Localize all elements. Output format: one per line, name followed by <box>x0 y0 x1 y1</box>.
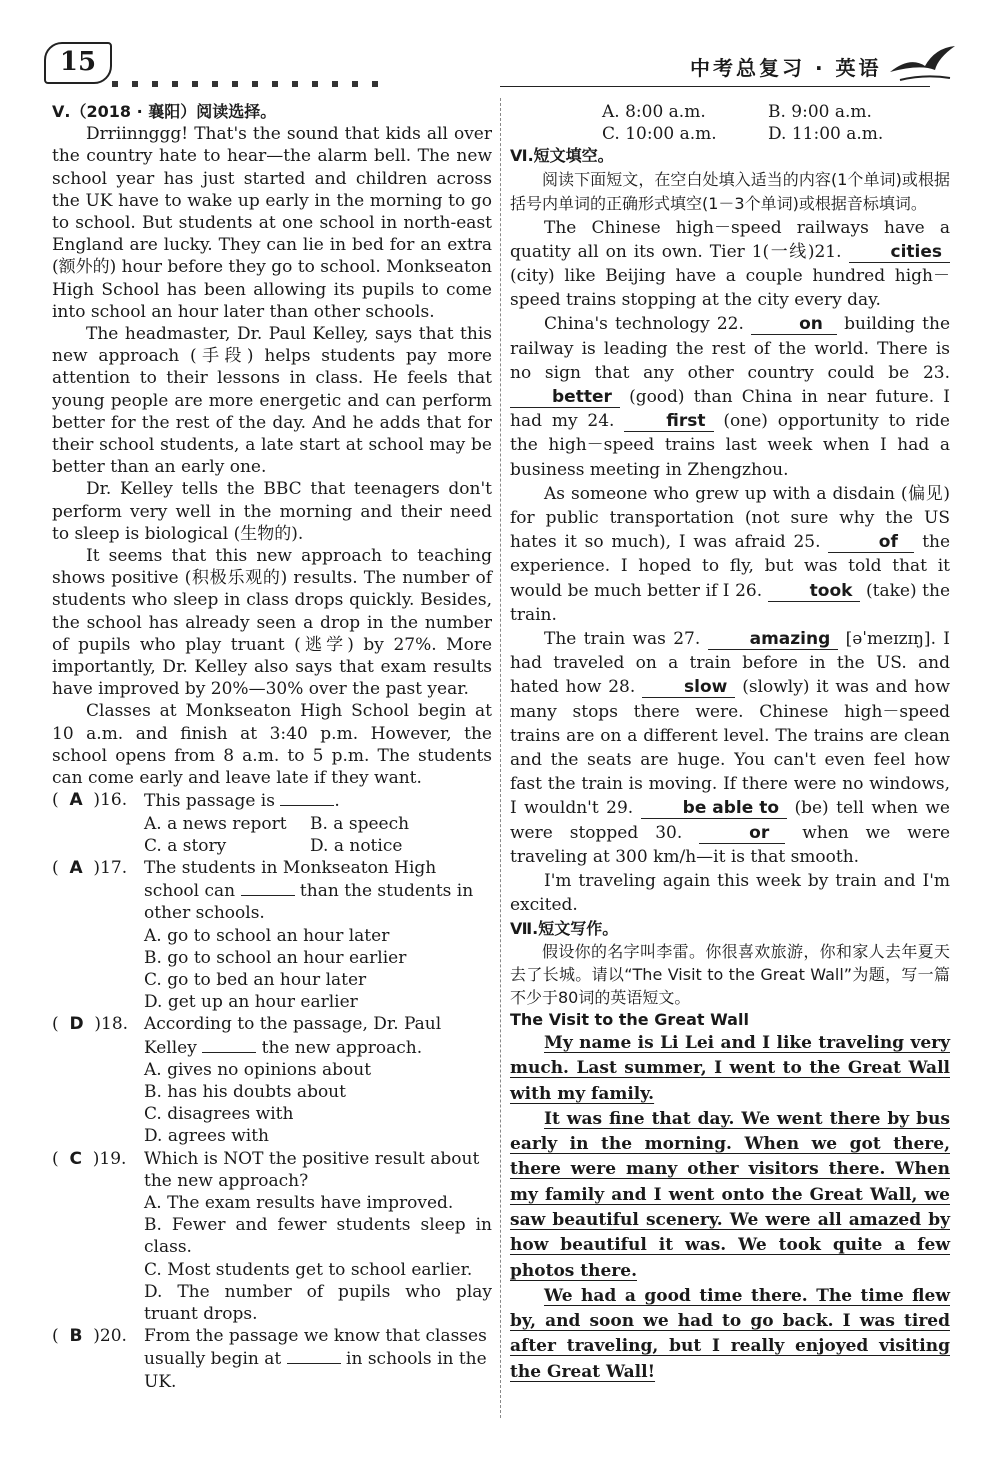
blank-26[interactable]: took <box>768 581 861 602</box>
cloze-paragraph <box>510 627 950 869</box>
answer-bracket: ( C )19. <box>52 1148 127 1169</box>
question-number: 18. <box>101 1014 129 1035</box>
question-20 <box>52 1325 492 1393</box>
section-6-instruction: 阅读下面短文，在空白处填入适当的内容(1个单词)或根据括号内单词的正确形式填空(1－3个单词)或根据音标填词。 <box>510 169 950 213</box>
question-stem: According to the passage, Dr. Paul Kelley <box>144 1014 442 1058</box>
left-column <box>52 101 492 1393</box>
blank-29[interactable]: be able to <box>641 798 787 819</box>
passage-paragraph: The headmaster, Dr. Paul Kelley, says that this new approach (手段) helps students pay more attention to their lessons in class. He feels that young people are more energetic and can perform better for the rest of the day. And he adds that for their school students, a late start at school may be better than an early one. <box>52 324 492 478</box>
options-row <box>52 813 492 835</box>
options-row <box>510 123 950 145</box>
right-column <box>510 101 950 1385</box>
question-stem-end: in schools in the UK. <box>144 1349 487 1392</box>
cloze-text: (good) than China in near future. I had my 24. <box>510 387 950 432</box>
question-stem: Which is NOT the positive result about the new approach? <box>144 1148 480 1191</box>
header-rule <box>500 86 930 87</box>
decorative-dots <box>112 72 492 82</box>
option: B. a speech <box>310 813 410 834</box>
answer-bracket: ( A )16. <box>52 790 128 811</box>
option: B. has his doubts about <box>144 1081 346 1102</box>
answer-bracket: ( D )18. <box>52 1014 129 1035</box>
blank-30[interactable]: or <box>699 823 785 844</box>
question-number: 17. <box>100 857 128 878</box>
question-stem-end: than the students in other schools. <box>144 881 474 924</box>
answer-blank[interactable] <box>280 789 334 806</box>
answer-bracket: ( B )20. <box>52 1326 127 1347</box>
options-row <box>510 101 950 123</box>
option: C. 10:00 a.m. <box>602 124 717 145</box>
question-stem-end: . <box>334 791 340 812</box>
section-6-title: Ⅵ.短文填空。 <box>510 146 614 166</box>
options-row <box>52 835 492 857</box>
passage-paragraph: Classes at Monkseaton High School begin at 10 a.m. and finish at 3:40 p.m. However, the school opens from 8 a.m. to 5 p.m. The students can come early and leave late if they want. <box>52 701 492 789</box>
option: A. gives no opinions about <box>144 1059 372 1080</box>
question-stem: From the passage we know that classes usually begin at <box>144 1326 487 1370</box>
cloze-text: the experience. I hoped to fly, but was told that it would be much better if I 26. <box>510 532 951 601</box>
option: A. 8:00 a.m. <box>602 102 706 122</box>
answer-blank[interactable] <box>241 879 295 896</box>
option: D. 11:00 a.m. <box>768 124 884 145</box>
section-5-title: Ⅴ.（2018 · 襄阳）阅读选择。 <box>52 102 277 121</box>
page-header <box>0 0 1000 98</box>
cloze-text: (one) opportunity to ride the high－speed trains last week when I had a business meeting in Zhengzhou. <box>510 411 950 480</box>
essay <box>510 1031 950 1385</box>
blank-28[interactable]: slow <box>642 677 735 698</box>
option: B. 9:00 a.m. <box>768 102 872 122</box>
blank-27[interactable]: amazing <box>708 629 839 650</box>
option: D. agrees with <box>144 1126 269 1147</box>
question-number: 19. <box>99 1148 127 1169</box>
cloze-text: The train was 27. <box>544 629 701 650</box>
section-7-title: Ⅶ.短文写作。 <box>510 918 619 938</box>
bird-icon <box>880 36 960 82</box>
essay-text: We had a good time there. The time flew by, and soon we had to go back. I was tired after traveling, but I really enjoyed visiting the Great Wall! <box>510 1285 950 1382</box>
essay-paragraph <box>510 1107 950 1284</box>
cloze-text: (take) the train. <box>510 580 951 625</box>
cloze-text: The Chinese high－speed railways have a quatity all on its own. Tier 1(一线)21. <box>510 217 950 262</box>
question-16 <box>52 789 492 812</box>
column-divider <box>500 98 501 1418</box>
cloze-text: (slowly) it was and how many stops there were. Chinese high－speed trains are on a different level. The trains are clean and the seats are huge. You can't even feel how fast the train is moving. If there were no windows, I wouldn't 29. <box>510 677 951 819</box>
answer-blank[interactable] <box>202 1036 256 1053</box>
question-18 <box>52 1013 492 1058</box>
cloze-paragraph <box>510 216 950 313</box>
cloze-text: (be) tell when we were stopped 30. <box>510 798 950 843</box>
blank-21[interactable]: cities <box>849 242 951 263</box>
section-7-instruction: 假设你的名字叫李雷。你很喜欢旅游，你和家人去年夏天去了长城。请以“The Visit to the Great Wall”为题，写一篇不少于80词的英语短文。 <box>510 941 950 1007</box>
option: C. Most students get to school earlier. <box>144 1259 473 1280</box>
page-number: 15 <box>44 42 112 84</box>
option: D. get up an hour earlier <box>144 992 358 1013</box>
cloze-text: building the railway is leading the rest of the world. There is no sign that any other country could be 23. <box>510 314 951 383</box>
blank-22[interactable]: on <box>751 314 837 335</box>
option: A. go to school an hour later <box>144 925 390 946</box>
essay-paragraph <box>510 1284 950 1385</box>
cloze-paragraph: I'm traveling again this week by train and I'm excited. <box>510 871 950 916</box>
question-17 <box>52 857 492 925</box>
question-stem: The students in Monkseaton High school can <box>144 857 437 902</box>
option: C. disagrees with <box>144 1104 294 1125</box>
cloze-text: [əˈmeɪzɪŋ]. I had traveled on a train before in the US. and hated how 28. <box>510 629 951 698</box>
answer-letter: A <box>69 790 83 811</box>
option: D. a notice <box>310 835 403 856</box>
blank-25[interactable]: of <box>828 532 914 553</box>
question-stem-end: the new approach. <box>261 1037 423 1058</box>
option: D. The number of pupils who play truant drops. <box>144 1281 492 1324</box>
essay-text: My name is Li Lei and I like traveling very much. Last summer, I went to the Great Wall with my family. <box>510 1032 950 1104</box>
cloze-passage <box>510 216 950 918</box>
blank-23[interactable]: better <box>510 387 620 408</box>
answer-blank[interactable] <box>287 1347 341 1364</box>
essay-paragraph <box>510 1031 950 1107</box>
answer-letter: B <box>69 1326 83 1347</box>
blank-24[interactable]: first <box>624 411 713 432</box>
answer-letter: C <box>69 1148 82 1169</box>
option: A. a news report <box>144 813 287 834</box>
passage-paragraph: It seems that this new approach to teaching shows positive (积极乐观的) results. The number of students who sleep in class drops quickly. Besides, the school has already seen a drop in the number of pupils who play truant (逃学) by 27%. More importantly, Dr. Kelley also says that exam results have improved by 20%—30% over the past year. <box>52 546 492 700</box>
cloze-text: when we were traveling at 300 km/h—it is that smooth. <box>510 822 951 867</box>
option: B. go to school an hour earlier <box>144 947 407 968</box>
book-title: 中考总复习 · 英语 <box>690 56 882 80</box>
essay-title: The Visit to the Great Wall <box>510 1009 749 1029</box>
cloze-text: As someone who grew up with a disdain (偏见) for public transportation (not sure why the US hates it so much), I was afraid 25. <box>510 483 950 553</box>
option: C. a story <box>144 835 227 856</box>
option: B. Fewer and fewer students sleep in class. <box>144 1215 492 1258</box>
option: C. go to bed an hour later <box>144 969 367 990</box>
answer-letter: D <box>69 1014 84 1035</box>
question-number: 20. <box>99 1326 127 1347</box>
answer-bracket: ( A )17. <box>52 857 128 878</box>
question-19 <box>52 1148 492 1192</box>
passage-paragraph: Drriinnggg! That's the sound that kids all over the country hate to hear—the alarm bell. The new school year has just started and children across the UK have to wake up early in the morning to go to school. But students at one school in north-east England are lucky. They can lie in bed for an extra (额外的) hour before they go to school. Monkseaton High School has been allowing its pupils to come into school an hour later than other schools. <box>52 124 492 322</box>
option: A. The exam results have improved. <box>144 1192 454 1213</box>
passage-paragraph: Dr. Kelley tells the BBC that teenagers don't perform very well in the morning and their need to sleep is biological (生物的). <box>52 479 492 544</box>
cloze-paragraph <box>510 312 950 481</box>
cloze-text: China's technology 22. <box>544 314 744 335</box>
cloze-text: (city) like Beijing have a couple hundred high－speed trains stopping at the city every day. <box>510 266 950 311</box>
question-stem: This passage is <box>144 791 275 812</box>
essay-text: It was fine that day. We went there by bus early in the morning. When we got there, there were many other visitors there. When my family and I went onto the Great Wall, we saw beautiful scenery. We were all amazed by how beautiful it was. We took quite a few photos there. <box>510 1108 950 1281</box>
cloze-paragraph <box>510 482 950 627</box>
answer-letter: A <box>69 857 83 878</box>
question-number: 16. <box>100 790 128 811</box>
